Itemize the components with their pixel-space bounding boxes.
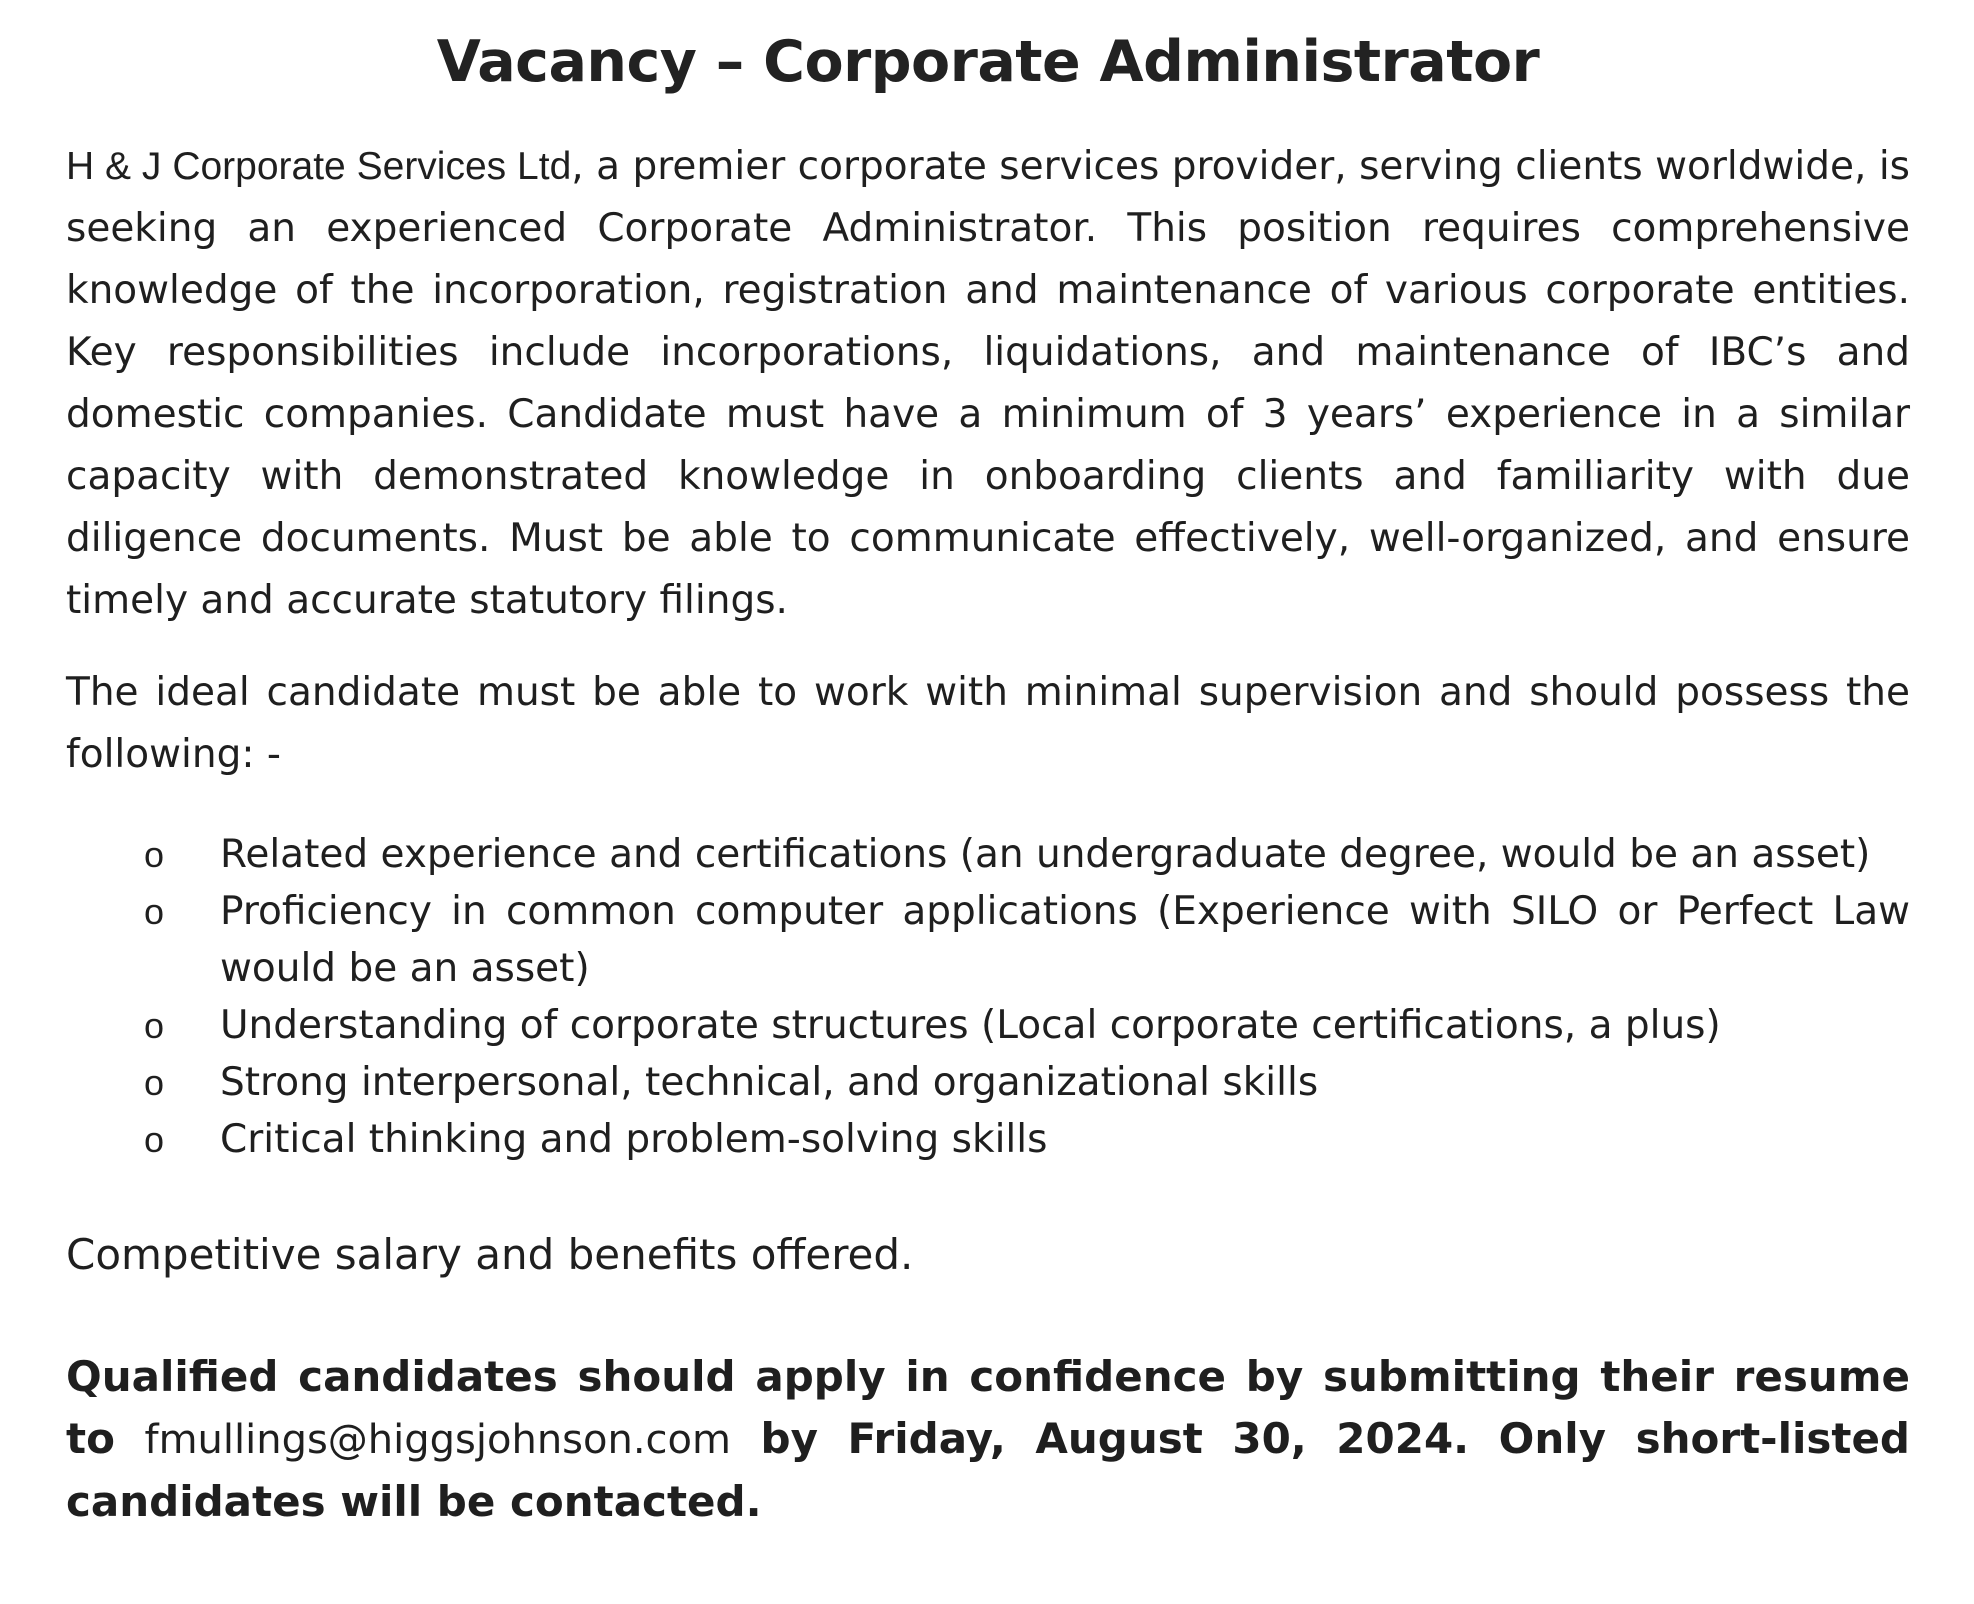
company-name: H & J Corporate Services Ltd — [66, 145, 572, 188]
intro-paragraph — [66, 136, 1910, 632]
list-item — [66, 1054, 1910, 1111]
list-item — [66, 997, 1910, 1054]
requirement-text: Strong interpersonal, technical, and organizational skills — [220, 1060, 1319, 1105]
requirement-text: Related experience and certifications (an undergraduate degree, would be an asset) — [220, 832, 1871, 877]
apply-note: Only short-listed candidates will be contacted. — [66, 1414, 1910, 1526]
list-item — [66, 883, 1910, 997]
requirements-list — [66, 826, 1910, 1168]
list-item — [66, 1111, 1910, 1168]
apply-lead: Qualified candidates should apply in confidence by submitting their resume to — [66, 1352, 1910, 1463]
apply-deadline: by Friday, August 30, 2024. — [731, 1414, 1470, 1463]
contact-email-link[interactable]: fmullings@higgsjohnson.com — [144, 1417, 731, 1463]
bullet-circle-icon: o — [144, 1119, 165, 1160]
bullet-circle-icon: o — [144, 891, 165, 932]
bullet-circle-icon: o — [144, 1062, 165, 1103]
requirement-text: Proficiency in common computer applications (Experience with SILO or Perfect Law would be an asset) — [220, 889, 1910, 991]
bullet-circle-icon: o — [144, 1005, 165, 1046]
bullet-circle-icon: o — [144, 834, 165, 875]
ideal-candidate-paragraph: The ideal candidate must be able to work with minimal supervision and should possess the following: - — [66, 670, 1910, 777]
requirement-text: Critical thinking and problem-solving skills — [220, 1117, 1048, 1162]
vacancy-document — [66, 22, 1910, 1575]
page-title: Vacancy – Corporate Administrator — [436, 29, 1540, 95]
requirement-text: Understanding of corporate structures (Local corporate certifications, a plus) — [220, 1003, 1721, 1048]
application-instructions — [66, 1346, 1910, 1533]
list-item — [66, 826, 1910, 883]
intro-text: , a premier corporate services provider, serving clients worldwide, is seeking an experienced Corporate Administrator. This position requires comprehensive knowledge of the incorporation, registration and maintenance of various corporate entities. Key responsibilities include incorporations, liquidations, and maintenance of IBC’s and domestic companies. Candidate must have a minimum of 3 years’ experience in a similar capacity with demonstrated knowledge in onboarding clients and familiarity with due diligence documents. Must be able to communicate effectively, well-organized, and ensure timely and accurate statutory filings. — [66, 144, 1910, 623]
salary-statement: Competitive salary and benefits offered. — [66, 1230, 914, 1279]
